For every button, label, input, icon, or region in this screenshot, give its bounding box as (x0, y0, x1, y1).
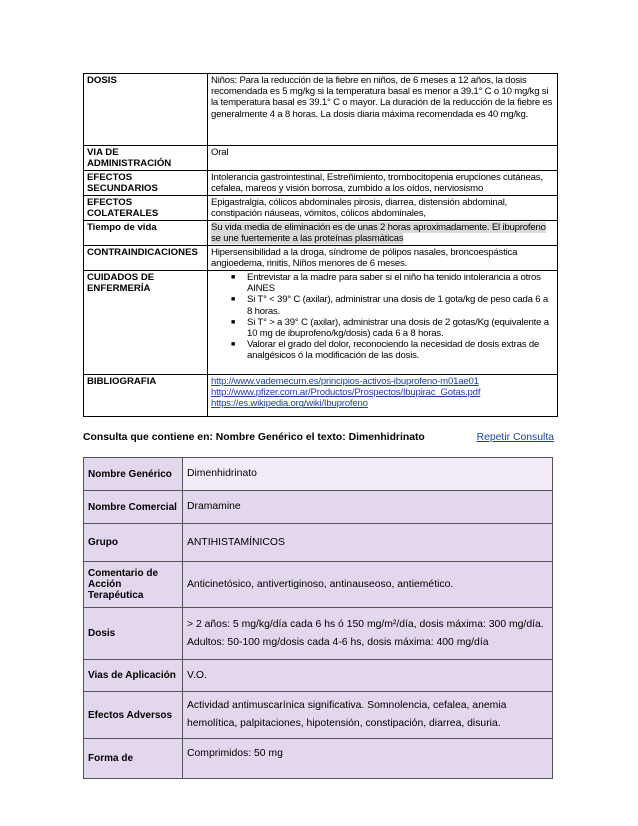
row-value: Anticinetósico, antivertiginoso, antinauseoso, antiemético. (183, 562, 553, 608)
via-label: VIA DE ADMINISTRACIÓN (84, 146, 208, 171)
row-label: Comentario de Acción Terapéutica (84, 562, 183, 608)
table-row (84, 491, 553, 524)
efectos-colaterales-value: Epigastralgia, cólicos abdominales pirosis, diarrea, distensión abdominal, constipación náuseas, vómitos, cólicos abdominales, (208, 196, 558, 221)
list-item: ■ Valorar el grado del dolor, reconociendo la necesidad de dosis extras de analgésicos ó la modificación de las dosis. (247, 339, 554, 361)
query-text: Consulta que contiene en: Nombre Genérico el texto: Dimenhidrinato (83, 432, 425, 443)
contraindicaciones-label: CONTRAINDICACIONES (84, 246, 208, 271)
cuidados-list (211, 272, 554, 362)
row-value: Dramamine (183, 491, 553, 524)
link-pfizer[interactable]: http://www.pfizer.com.ar/Productos/Prospectos/Ibupirac_Gotas.pdf (211, 387, 481, 399)
row-label: Nombre Genérico (84, 458, 183, 491)
row-label: Efectos Adversos (84, 692, 183, 739)
table-row (84, 458, 553, 491)
efectos-secundarios-label: EFECTOS SECUNDARIOS (84, 171, 208, 196)
row-label: Forma de (84, 739, 183, 779)
table-row (84, 562, 553, 608)
row-value: Actividad antimuscarínica significativa. Somnolencia, cefalea, anemia hemolítica, palpitaciones, hipotensión, constipación, diarrea, disuria. (183, 692, 553, 739)
row-label: Vias de Aplicación (84, 660, 183, 692)
row-label: Grupo (84, 524, 183, 562)
via-value: Oral (208, 146, 558, 171)
dosis-label: DOSIS (84, 74, 208, 146)
cuidados-value (208, 271, 558, 375)
row-value: > 2 años: 5 mg/kg/día cada 6 hs ó 150 mg/m²/día, dosis máxima: 300 mg/día. Adultos: 50-100 mg/dosis cada 4-6 hs, dosis máxima: 400 mg/día (183, 608, 553, 660)
bibliografia-value (208, 375, 558, 417)
bibliografia-label: BIBLIOGRAFIA (84, 375, 208, 417)
repeat-query-link[interactable]: Repetir Consulta (476, 432, 554, 443)
cuidados-label: CUIDADOS DE ENFERMERÍA (84, 271, 208, 375)
tiempo-vida-text: Su vida media de eliminación es de unas 2 horas aproximadamente. El ibuprofeno se une fuertemente a las proteínas plasmáticas (211, 222, 546, 245)
row-value: V.O. (183, 660, 553, 692)
row-label: Dosis (84, 608, 183, 660)
query-line (83, 432, 556, 443)
row-value: ANTIHISTAMÍNICOS (183, 524, 553, 562)
tiempo-vida-value (208, 221, 558, 246)
efectos-secundarios-value: Intolerancia gastrointestinal, Estreñimiento, trombocitopenia erupciones cutáneas, cefalea, mareos y visión borrosa, zumbido a los oídos, nerviosismo (208, 171, 558, 196)
table-row (84, 608, 553, 660)
list-item: ■ Si T° > a 39° C (axilar), administrar una dosis de 2 gotas/Kg (equivalente a 10 mg de ibuprofeno/kg/dosis) cada 6 a 8 horas. (247, 317, 554, 339)
table-row (84, 692, 553, 739)
contraindicaciones-value: Hipersensibilidad a la droga, síndrome de pólipos nasales, broncoespástica angioedema, rinitis, Niños menores de 6 meses. (208, 246, 558, 271)
table-row (84, 524, 553, 562)
dosis-value: Niños: Para la reducción de la fiebre en niños, de 6 meses a 12 años, la dosis recomendada es 5 mg/kg si la temperatura basal es menor a 39.1° C o 10 mg/kg si la temperatura basal es 39.1° C o mayor. La duración de la reducción de la fiebre es generalmente 4 a 8 horas. La dosis diaria máxima recomendada es 40 mg/kg. (208, 74, 558, 146)
row-value: Dimenhidrinato (183, 458, 553, 491)
row-label: Nombre Comercial (84, 491, 183, 524)
list-item: ■ Si T° < 39° C (axilar), administrar una dosis de 1 gota/kg de peso cada 6 a 8 horas. (247, 294, 554, 316)
link-wikipedia[interactable]: https://es.wikipedia.org/wiki/Ibuprofeno (211, 398, 368, 410)
table-row (84, 739, 553, 779)
row-value: Comprimidos: 50 mg (183, 739, 553, 779)
list-item: ■ Entrevistar a la madre para saber si el niño ha tenido intolerancia a otros AINES (247, 272, 554, 294)
link-vademecum[interactable]: http://www.vademecum.es/principios-activos-ibuprofeno-m01ae01 (211, 376, 479, 387)
table-row (84, 660, 553, 692)
result-table (83, 457, 553, 779)
tiempo-vida-label: Tiempo de vida (84, 221, 208, 246)
efectos-colaterales-label: EFECTOS COLATERALES (84, 196, 208, 221)
drug-info-table (83, 73, 558, 417)
